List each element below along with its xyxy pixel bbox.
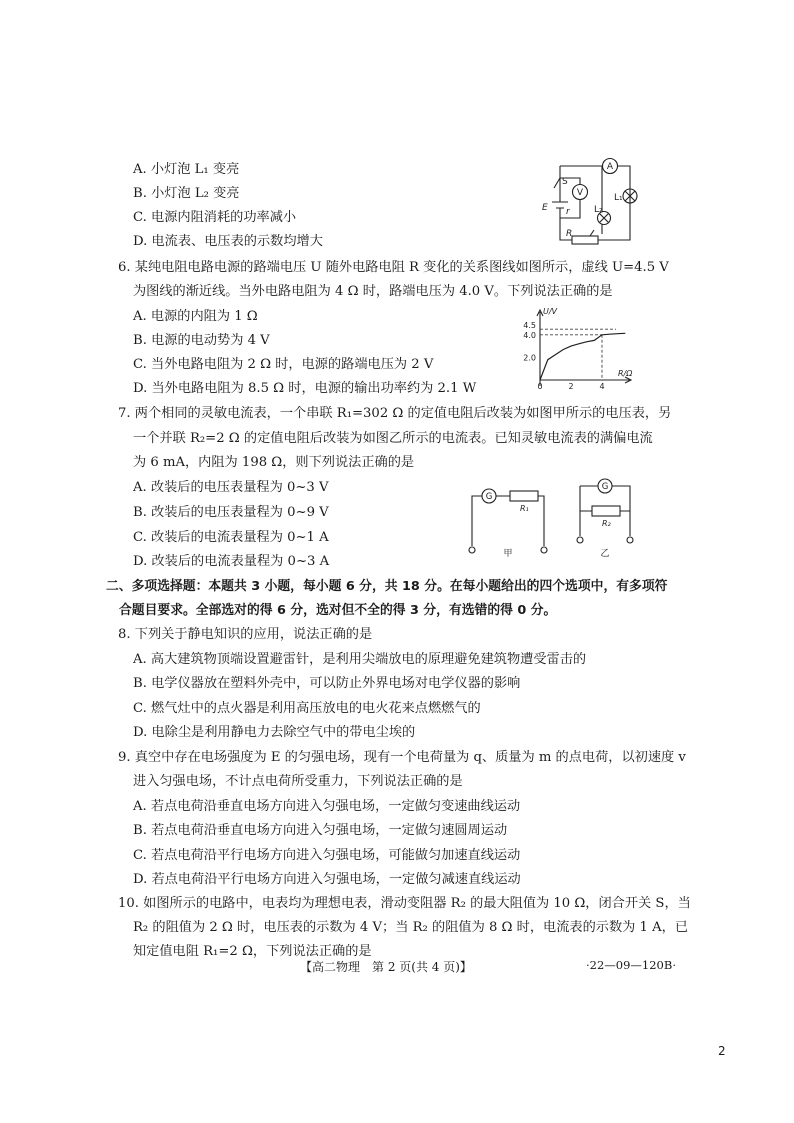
q10-stem-line3: 知定值电阻 R₁=2 Ω，下列说法正确的是 <box>133 944 372 959</box>
q7-stem-line3: 为 6 mA，内阻为 198 Ω，则下列说法正确的是 <box>133 455 415 470</box>
q5-option-c: C. 电源内阻消耗的功率减小 <box>133 210 297 225</box>
q8-option-b: B. 电学仪器放在塑料外壳中，可以防止外界电场对电学仪器的影响 <box>133 676 521 691</box>
y-tick-4-5: 4.5 <box>523 321 536 331</box>
q9-stem-line1: 9. 真空中存在电场强度为 E 的匀强电场，现有一个电荷量为 q、质量为 m 的点电荷，以初速度 v <box>118 750 686 765</box>
ammeter-label: A <box>606 162 614 172</box>
q7-stem-line1: 7. 两个相同的灵敏电流表，一个串联 R₁=302 Ω 的定值电阻后改装为如图甲所示的电压表，另 <box>118 406 672 421</box>
u-r-curve <box>540 333 625 380</box>
galvanometer-label-left: G <box>485 492 493 502</box>
q7-option-c: C. 改装后的电流表量程为 0~1 A <box>133 530 329 545</box>
q5-option-d: D. 电流表、电压表的示数均增大 <box>133 234 323 249</box>
lamp2-label: L₂ <box>594 205 603 215</box>
q8-option-c: C. 燃气灶中的点火器是利用高压放电的电火花来点燃燃气的 <box>133 701 481 716</box>
q10-stem-line1: 10. 如图所示的电路中，电表均为理想电表，滑动变阻器 R₂ 的最大阻值为 10 Ω，闭合开关 S，当 <box>118 896 691 911</box>
section2-heading-line2: 合题目要求。全部选对的得 6 分，选对但不全的得 3 分，有选错的得 0 分。 <box>119 603 557 618</box>
q8-option-a: A. 高大建筑物顶端设置避雷针，是利用尖端放电的原理避免建筑物遭受雷击的 <box>133 652 587 667</box>
q8-stem: 8. 下列关于静电知识的应用，说法正确的是 <box>118 627 373 642</box>
exam-code: ·22—09—120B· <box>586 958 676 972</box>
q10-stem-line2: R₂ 的阻值为 2 Ω 时，电压表的示数为 4 V；当 R₂ 的阻值为 8 Ω 时，电流表的示数为 1 A，已 <box>133 920 689 935</box>
q5-option-a: A. 小灯泡 L₁ 变亮 <box>133 162 240 177</box>
q7-option-d: D. 改装后的电流表量程为 0~3 A <box>133 554 330 569</box>
page-number: 2 <box>718 1044 726 1058</box>
q6-option-c: C. 当外电路电阻为 2 Ω 时，电源的路端电压为 2 V <box>133 357 434 372</box>
lamp1-label: L₁ <box>614 193 623 203</box>
q7-meter-diagrams <box>462 476 642 570</box>
page-footer: 【高二物理 第 2 页(共 4 页)】 <box>300 960 472 974</box>
q6-option-b: B. 电源的电动势为 4 V <box>133 333 270 348</box>
q8-option-d: D. 电除尘是利用静电力去除空气中的带电尘埃的 <box>133 725 416 740</box>
q9-option-a: A. 若点电荷沿垂直电场方向进入匀强电场，一定做匀变速曲线运动 <box>133 799 521 814</box>
resistor-r1-label: R₁ <box>520 504 529 513</box>
q7-stem-line2: 一个并联 R₂=2 Ω 的定值电阻后改装为如图乙所示的电流表。已知灵敏电流表的满偏电流 <box>133 431 653 446</box>
q5-circuit-diagram <box>538 158 648 250</box>
y-tick-2-0: 2.0 <box>523 353 536 363</box>
y-tick-4-0: 4.0 <box>523 330 536 340</box>
figure-caption-jia: 甲 <box>503 549 513 559</box>
voltmeter-label: V <box>576 188 584 198</box>
q7-option-a: A. 改装后的电压表量程为 0~3 V <box>133 480 329 495</box>
y-axis-label: U/V <box>543 307 558 316</box>
rheostat-label: R <box>566 229 573 239</box>
galvanometer-label-right: G <box>601 482 609 492</box>
emf-label: E <box>542 203 548 213</box>
u-r-graph <box>512 306 642 390</box>
q5-option-b: B. 小灯泡 L₂ 变亮 <box>133 186 240 201</box>
x-tick-4: 4 <box>599 382 605 391</box>
q9-option-d: D. 若点电荷沿平行电场方向进入匀强电场，一定做匀减速直线运动 <box>133 872 521 887</box>
q9-stem-line2: 进入匀强电场，不计点电荷所受重力，下列说法正确的是 <box>133 774 463 789</box>
q6-stem-line2: 为图线的渐近线。当外电路电阻为 4 Ω 时，路端电压为 4.0 V。下列说法正确的是 <box>133 284 613 299</box>
q6-stem-line1: 6. 某纯电阻电路电源的路端电压 U 随外电路电阻 R 变化的关系图线如图所示，虚线 U=4.5 V <box>118 260 669 275</box>
q6-option-d: D. 当外电路电阻为 8.5 Ω 时，电源的输出功率约为 2.1 W <box>133 381 477 396</box>
x-tick-0: 0 <box>537 382 543 391</box>
q9-option-c: C. 若点电荷沿平行电场方向进入匀强电场，可能做匀加速直线运动 <box>133 848 521 863</box>
q7-option-b: B. 改装后的电压表量程为 0~9 V <box>133 505 329 520</box>
internal-resistance-label: r <box>566 207 570 217</box>
switch-label: S <box>562 177 568 187</box>
q6-option-a: A. 电源的内阻为 1 Ω <box>133 309 258 324</box>
q9-option-b: B. 若点电荷沿垂直电场方向进入匀强电场，一定做匀速圆周运动 <box>133 823 508 838</box>
section2-heading-line1: 二、多项选择题：本题共 3 小题，每小题 6 分，共 18 分。在每小题给出的四个选项中，有多项符 <box>106 579 668 594</box>
x-tick-2: 2 <box>568 382 574 391</box>
resistor-r2-label: R₂ <box>602 519 611 528</box>
figure-caption-yi: 乙 <box>600 549 610 559</box>
x-axis-label: R/Ω <box>618 369 633 378</box>
